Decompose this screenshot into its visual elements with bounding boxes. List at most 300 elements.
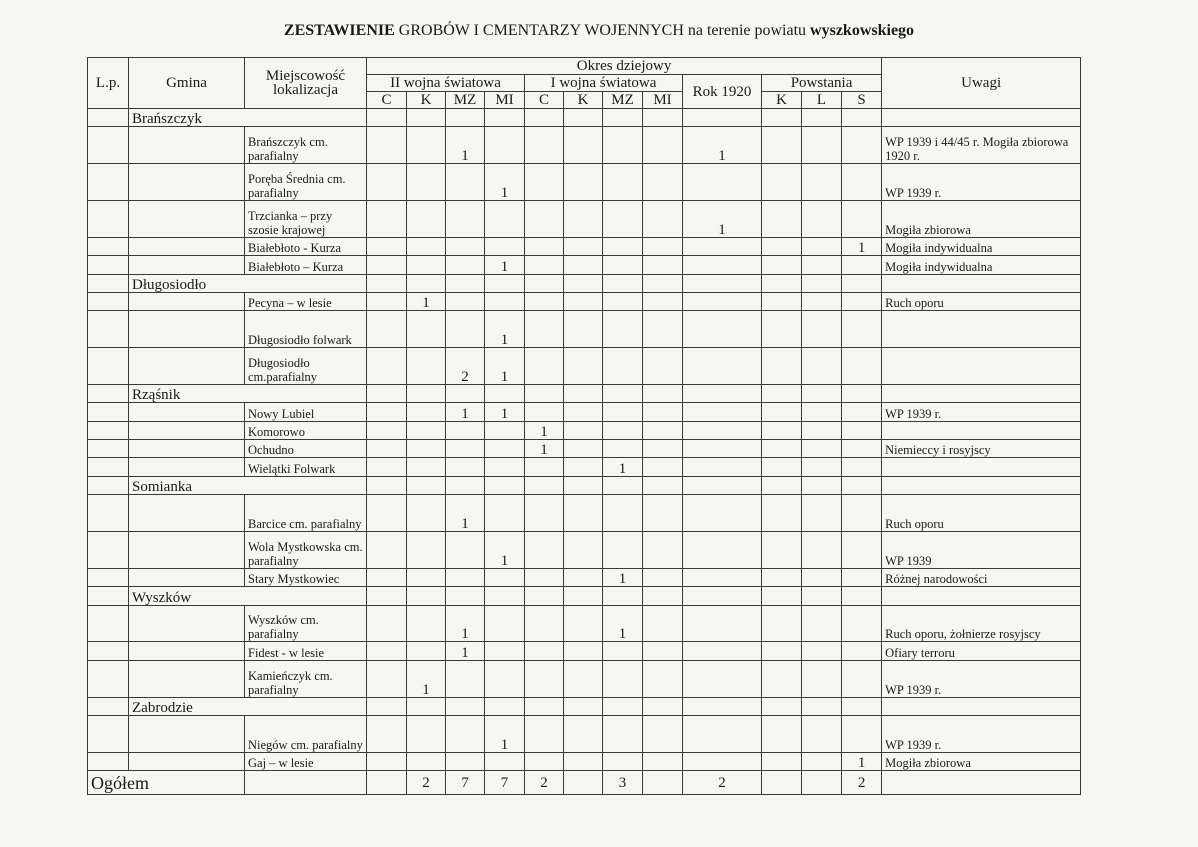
count-cell [367, 109, 407, 127]
count-cell [407, 697, 446, 715]
header-ww1-mz: MZ [603, 92, 643, 109]
total-count-cell [643, 771, 683, 795]
table-body [88, 109, 1081, 795]
note-cell: WP 1939 r. [882, 164, 1081, 201]
count-cell [367, 403, 407, 421]
note-cell: WP 1939 r. [882, 403, 1081, 421]
count-cell [525, 458, 564, 476]
count-cell [603, 127, 643, 164]
table-row [88, 311, 1081, 348]
count-cell [564, 752, 603, 770]
count-cell [842, 476, 882, 494]
count-cell: 1 [683, 127, 762, 164]
count-cell [446, 421, 485, 439]
count-cell [407, 531, 446, 568]
count-cell: 1 [603, 568, 643, 586]
count-cell [367, 605, 407, 642]
count-cell [446, 587, 485, 605]
count-cell [525, 384, 564, 402]
count-cell [407, 587, 446, 605]
table-row [88, 256, 1081, 274]
count-cell [802, 587, 842, 605]
count-cell [367, 440, 407, 458]
count-cell [525, 274, 564, 292]
count-cell [643, 495, 683, 532]
count-cell [842, 256, 882, 274]
table-row [88, 348, 1081, 385]
count-cell [643, 605, 683, 642]
gmina-row [88, 587, 1081, 605]
lp-cell [88, 274, 129, 292]
gmina-cell [129, 237, 245, 255]
gmina-row [88, 109, 1081, 127]
count-cell [485, 421, 525, 439]
count-cell [683, 642, 762, 660]
count-cell [525, 403, 564, 421]
table-row [88, 458, 1081, 476]
count-cell [446, 715, 485, 752]
count-cell [407, 311, 446, 348]
note-cell [882, 697, 1081, 715]
count-cell [683, 256, 762, 274]
count-cell [842, 605, 882, 642]
count-cell [643, 421, 683, 439]
count-cell [407, 127, 446, 164]
total-count-cell: 7 [485, 771, 525, 795]
table-row [88, 440, 1081, 458]
count-cell [525, 605, 564, 642]
gmina-name: Somianka [129, 476, 367, 494]
count-cell [564, 531, 603, 568]
count-cell [683, 660, 762, 697]
total-count-cell: 2 [525, 771, 564, 795]
count-cell: 1 [485, 403, 525, 421]
count-cell [367, 256, 407, 274]
total-label: Ogółem [88, 771, 245, 795]
count-cell [367, 348, 407, 385]
table-row [88, 660, 1081, 697]
count-cell [643, 531, 683, 568]
header-ww2-k: K [407, 92, 446, 109]
count-cell [407, 495, 446, 532]
gmina-cell [129, 495, 245, 532]
count-cell [446, 568, 485, 586]
count-cell [762, 256, 802, 274]
count-cell [407, 752, 446, 770]
count-cell [683, 458, 762, 476]
location-cell: Brańszczyk cm. parafialny [245, 127, 367, 164]
count-cell [802, 348, 842, 385]
count-cell [525, 109, 564, 127]
note-cell: Ofiary terroru [882, 642, 1081, 660]
count-cell [643, 311, 683, 348]
title-part-3: wyszkowskiego [810, 22, 915, 39]
count-cell [367, 237, 407, 255]
count-cell [683, 495, 762, 532]
count-cell [446, 292, 485, 310]
count-cell [762, 292, 802, 310]
count-cell [683, 421, 762, 439]
count-cell [407, 403, 446, 421]
count-cell [407, 200, 446, 237]
header-powstania: Powstania [762, 75, 882, 92]
count-cell: 1 [842, 752, 882, 770]
count-cell [802, 458, 842, 476]
count-cell [683, 605, 762, 642]
lp-cell [88, 605, 129, 642]
location-cell: Niegów cm. parafialny [245, 715, 367, 752]
count-cell [367, 421, 407, 439]
count-cell [407, 642, 446, 660]
count-cell [683, 311, 762, 348]
count-cell [446, 109, 485, 127]
count-cell [525, 495, 564, 532]
location-cell: Białebłoto – Kurza [245, 256, 367, 274]
count-cell [564, 292, 603, 310]
count-cell [446, 752, 485, 770]
gmina-cell [129, 164, 245, 201]
lp-cell [88, 752, 129, 770]
count-cell [842, 531, 882, 568]
count-cell [485, 752, 525, 770]
count-cell [564, 587, 603, 605]
note-cell: Ruch oporu [882, 292, 1081, 310]
count-cell [485, 476, 525, 494]
location-cell: Gaj – w lesie [245, 752, 367, 770]
lp-cell [88, 715, 129, 752]
count-cell [762, 384, 802, 402]
count-cell [407, 440, 446, 458]
lp-cell [88, 200, 129, 237]
count-cell [683, 164, 762, 201]
count-cell [525, 127, 564, 164]
count-cell: 1 [485, 311, 525, 348]
count-cell [762, 127, 802, 164]
count-cell [525, 697, 564, 715]
total-count-cell: 2 [842, 771, 882, 795]
count-cell: 1 [446, 605, 485, 642]
table-row [88, 752, 1081, 770]
count-cell [762, 587, 802, 605]
count-cell [603, 403, 643, 421]
count-cell [802, 237, 842, 255]
header-pow-s: S [842, 92, 882, 109]
note-cell: Różnej narodowości [882, 568, 1081, 586]
count-cell [842, 311, 882, 348]
note-cell: WP 1939 r. [882, 660, 1081, 697]
note-cell: Mogiła indywidualna [882, 237, 1081, 255]
count-cell [407, 384, 446, 402]
count-cell [603, 348, 643, 385]
count-cell [762, 440, 802, 458]
count-cell: 1 [407, 292, 446, 310]
location-cell: Poręba Średnia cm. parafialny [245, 164, 367, 201]
count-cell: 1 [603, 458, 643, 476]
count-cell [564, 109, 603, 127]
total-count-cell [802, 771, 842, 795]
count-cell [603, 200, 643, 237]
lp-cell [88, 642, 129, 660]
count-cell [683, 697, 762, 715]
count-cell [802, 715, 842, 752]
location-cell: Nowy Lubiel [245, 403, 367, 421]
count-cell [842, 164, 882, 201]
note-cell [882, 771, 1081, 795]
header-ww2-mi: MI [485, 92, 525, 109]
gmina-name: Brańszczyk [129, 109, 367, 127]
table-row [88, 164, 1081, 201]
count-cell [683, 384, 762, 402]
header-rok1920: Rok 1920 [683, 75, 762, 109]
count-cell [842, 109, 882, 127]
table-row [88, 531, 1081, 568]
count-cell [603, 715, 643, 752]
location-cell: Długosiodło cm.parafialny [245, 348, 367, 385]
count-cell [683, 587, 762, 605]
count-cell [762, 200, 802, 237]
count-cell [603, 256, 643, 274]
count-cell [603, 660, 643, 697]
count-cell [525, 164, 564, 201]
gmina-cell [129, 256, 245, 274]
count-cell [525, 752, 564, 770]
lp-cell [88, 697, 129, 715]
location-cell: Komorowo [245, 421, 367, 439]
count-cell [525, 292, 564, 310]
count-cell [842, 127, 882, 164]
count-cell [367, 587, 407, 605]
lp-cell [88, 109, 129, 127]
note-cell [882, 421, 1081, 439]
lp-cell [88, 127, 129, 164]
count-cell [446, 476, 485, 494]
gmina-cell [129, 568, 245, 586]
table-row [88, 495, 1081, 532]
count-cell [367, 274, 407, 292]
count-cell [564, 127, 603, 164]
count-cell [446, 440, 485, 458]
count-cell [446, 164, 485, 201]
count-cell [485, 660, 525, 697]
count-cell [485, 697, 525, 715]
count-cell [603, 495, 643, 532]
gmina-cell [129, 200, 245, 237]
note-cell: Mogiła zbiorowa [882, 200, 1081, 237]
count-cell [603, 476, 643, 494]
count-cell [762, 458, 802, 476]
count-cell [842, 200, 882, 237]
total-count-cell: 2 [683, 771, 762, 795]
count-cell [485, 458, 525, 476]
location-cell: Wyszków cm. parafialny [245, 605, 367, 642]
count-cell [603, 384, 643, 402]
count-cell [683, 292, 762, 310]
count-cell [643, 256, 683, 274]
count-cell: 1 [485, 531, 525, 568]
count-cell [446, 274, 485, 292]
header-ww2-mz: MZ [446, 92, 485, 109]
note-cell [882, 384, 1081, 402]
count-cell: 1 [485, 715, 525, 752]
count-cell: 1 [603, 605, 643, 642]
count-cell [446, 660, 485, 697]
count-cell [762, 164, 802, 201]
count-cell [367, 311, 407, 348]
note-cell: Niemieccy i rosyjscy [882, 440, 1081, 458]
count-cell [525, 660, 564, 697]
note-cell: Mogiła indywidualna [882, 256, 1081, 274]
count-cell [603, 109, 643, 127]
location-cell: Barcice cm. parafialny [245, 495, 367, 532]
count-cell [643, 440, 683, 458]
count-cell [603, 697, 643, 715]
count-cell [842, 495, 882, 532]
gmina-name: Zabrodzie [129, 697, 367, 715]
count-cell [802, 605, 842, 642]
table-row [88, 127, 1081, 164]
count-cell [842, 568, 882, 586]
count-cell [564, 348, 603, 385]
count-cell [603, 311, 643, 348]
count-cell [643, 476, 683, 494]
count-cell: 1 [525, 421, 564, 439]
count-cell [603, 164, 643, 201]
count-cell [762, 605, 802, 642]
count-cell [564, 384, 603, 402]
count-cell [762, 660, 802, 697]
total-row [88, 771, 1081, 795]
count-cell [683, 274, 762, 292]
count-cell [446, 237, 485, 255]
count-cell [485, 109, 525, 127]
count-cell [446, 311, 485, 348]
gmina-cell [129, 458, 245, 476]
count-cell: 1 [485, 256, 525, 274]
note-cell [882, 109, 1081, 127]
count-cell [762, 697, 802, 715]
gmina-cell [129, 348, 245, 385]
lp-cell [88, 495, 129, 532]
header-ww1-c: C [525, 92, 564, 109]
lp-cell [88, 237, 129, 255]
table-row [88, 568, 1081, 586]
note-cell: Ruch oporu [882, 495, 1081, 532]
count-cell: 1 [525, 440, 564, 458]
count-cell [525, 642, 564, 660]
title-part-2: GROBÓW I CMENTARZY WOJENNYCH na terenie powiatu [394, 22, 811, 39]
count-cell [643, 384, 683, 402]
count-cell [643, 109, 683, 127]
count-cell: 1 [683, 200, 762, 237]
count-cell [407, 421, 446, 439]
gmina-cell [129, 292, 245, 310]
count-cell [603, 292, 643, 310]
table-row [88, 605, 1081, 642]
count-cell [367, 568, 407, 586]
count-cell [446, 458, 485, 476]
count-cell [802, 495, 842, 532]
count-cell [802, 697, 842, 715]
count-cell [485, 605, 525, 642]
location-cell: Fidest - w lesie [245, 642, 367, 660]
count-cell: 1 [446, 403, 485, 421]
count-cell [802, 660, 842, 697]
count-cell [446, 200, 485, 237]
count-cell [525, 348, 564, 385]
count-cell [643, 274, 683, 292]
count-cell [564, 256, 603, 274]
count-cell [485, 384, 525, 402]
count-cell [485, 274, 525, 292]
count-cell [683, 531, 762, 568]
count-cell [643, 660, 683, 697]
count-cell [407, 256, 446, 274]
count-cell [564, 237, 603, 255]
count-cell [564, 568, 603, 586]
header-pow-l: L [802, 92, 842, 109]
count-cell [842, 642, 882, 660]
count-cell [407, 237, 446, 255]
gmina-name: Długosiodło [129, 274, 367, 292]
count-cell [407, 568, 446, 586]
location-cell: Długosiodło folwark [245, 311, 367, 348]
count-cell [802, 642, 842, 660]
lp-cell [88, 421, 129, 439]
count-cell [485, 495, 525, 532]
count-cell [802, 568, 842, 586]
count-cell [643, 587, 683, 605]
count-cell [564, 274, 603, 292]
count-cell [525, 715, 564, 752]
lp-cell [88, 660, 129, 697]
header-miejscowosc: Miejscowość lokalizacja [245, 58, 367, 109]
count-cell [802, 403, 842, 421]
gmina-row [88, 384, 1081, 402]
total-count-cell: 7 [446, 771, 485, 795]
count-cell [762, 568, 802, 586]
location-cell: Wielątki Folwark [245, 458, 367, 476]
count-cell [643, 458, 683, 476]
document-title [0, 22, 1198, 40]
count-cell [762, 237, 802, 255]
count-cell [683, 476, 762, 494]
count-cell [485, 440, 525, 458]
table-row [88, 421, 1081, 439]
count-cell [762, 274, 802, 292]
count-cell: 1 [485, 164, 525, 201]
count-cell [802, 164, 842, 201]
count-cell [762, 752, 802, 770]
total-count-cell [367, 771, 407, 795]
count-cell [564, 440, 603, 458]
header-uwagi: Uwagi [882, 58, 1081, 109]
count-cell: 1 [446, 642, 485, 660]
count-cell [802, 384, 842, 402]
note-cell [882, 458, 1081, 476]
count-cell [485, 568, 525, 586]
count-cell [407, 109, 446, 127]
count-cell [603, 440, 643, 458]
count-cell [564, 476, 603, 494]
lp-cell [88, 568, 129, 586]
count-cell [603, 421, 643, 439]
count-cell [762, 495, 802, 532]
count-cell [643, 697, 683, 715]
gmina-cell [129, 715, 245, 752]
gmina-row [88, 697, 1081, 715]
location-cell: Trzcianka – przy szosie krajowej [245, 200, 367, 237]
count-cell [367, 476, 407, 494]
